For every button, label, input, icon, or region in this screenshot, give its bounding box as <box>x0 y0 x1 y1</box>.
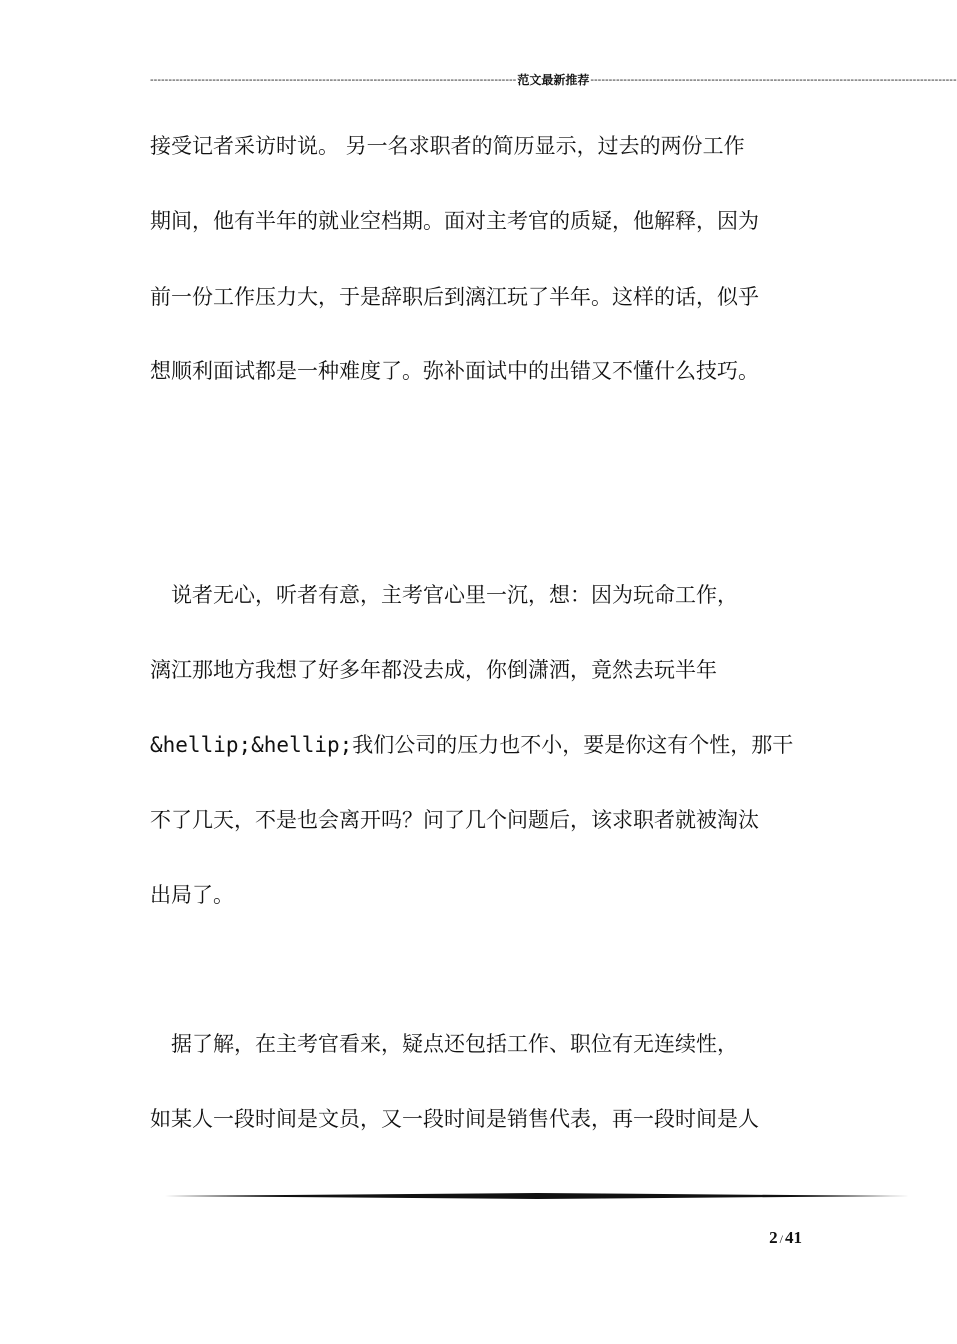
header-title: 范文最新推荐 <box>517 73 590 87</box>
text-line: 接受记者采访时说。 另一名求职者的简历显示，过去的两份工作 <box>150 134 745 158</box>
text-line: &hellip;&hellip;我们公司的压力也不小，要是你这有个性，那干 <box>150 733 794 757</box>
header-dashes-right: ---------------------------------------------------------------------------------------------------- <box>590 74 957 86</box>
header-dashes-left: ---------------------------------------------------------------------------------------------------- <box>150 74 517 86</box>
text-line: 据了解，在主考官看来，疑点还包括工作、职位有无连续性， <box>150 1032 738 1056</box>
text-line: 漓江那地方我想了好多年都没去成，你倒潇洒，竟然去玩半年 <box>150 658 717 682</box>
text-line: 期间，他有半年的就业空档期。面对主考官的质疑，他解释，因为 <box>150 209 759 233</box>
text-line: 如某人一段时间是文员，又一段时间是销售代表，再一段时间是人 <box>150 1107 759 1131</box>
page-number <box>700 1226 802 1251</box>
page-separator: / <box>779 1232 783 1246</box>
text-line: 说者无心，听者有意，主考官心里一沉，想：因为玩命工作， <box>150 583 738 607</box>
page-header <box>150 70 957 90</box>
page-current: 2 <box>769 1228 778 1247</box>
text-line: 出局了。 <box>150 883 234 907</box>
text-line: 不了几天，不是也会离开吗？问了几个问题后，该求职者就被淘汰 <box>150 808 759 832</box>
page-total: 41 <box>785 1228 802 1247</box>
text-line: 想顺利面试都是一种难度了。弥补面试中的出错又不懂什么技巧。 <box>150 359 759 383</box>
footer-rule <box>165 1193 910 1199</box>
text-line: 前一份工作压力大，于是辞职后到漓江玩了半年。这样的话，似乎 <box>150 285 759 309</box>
